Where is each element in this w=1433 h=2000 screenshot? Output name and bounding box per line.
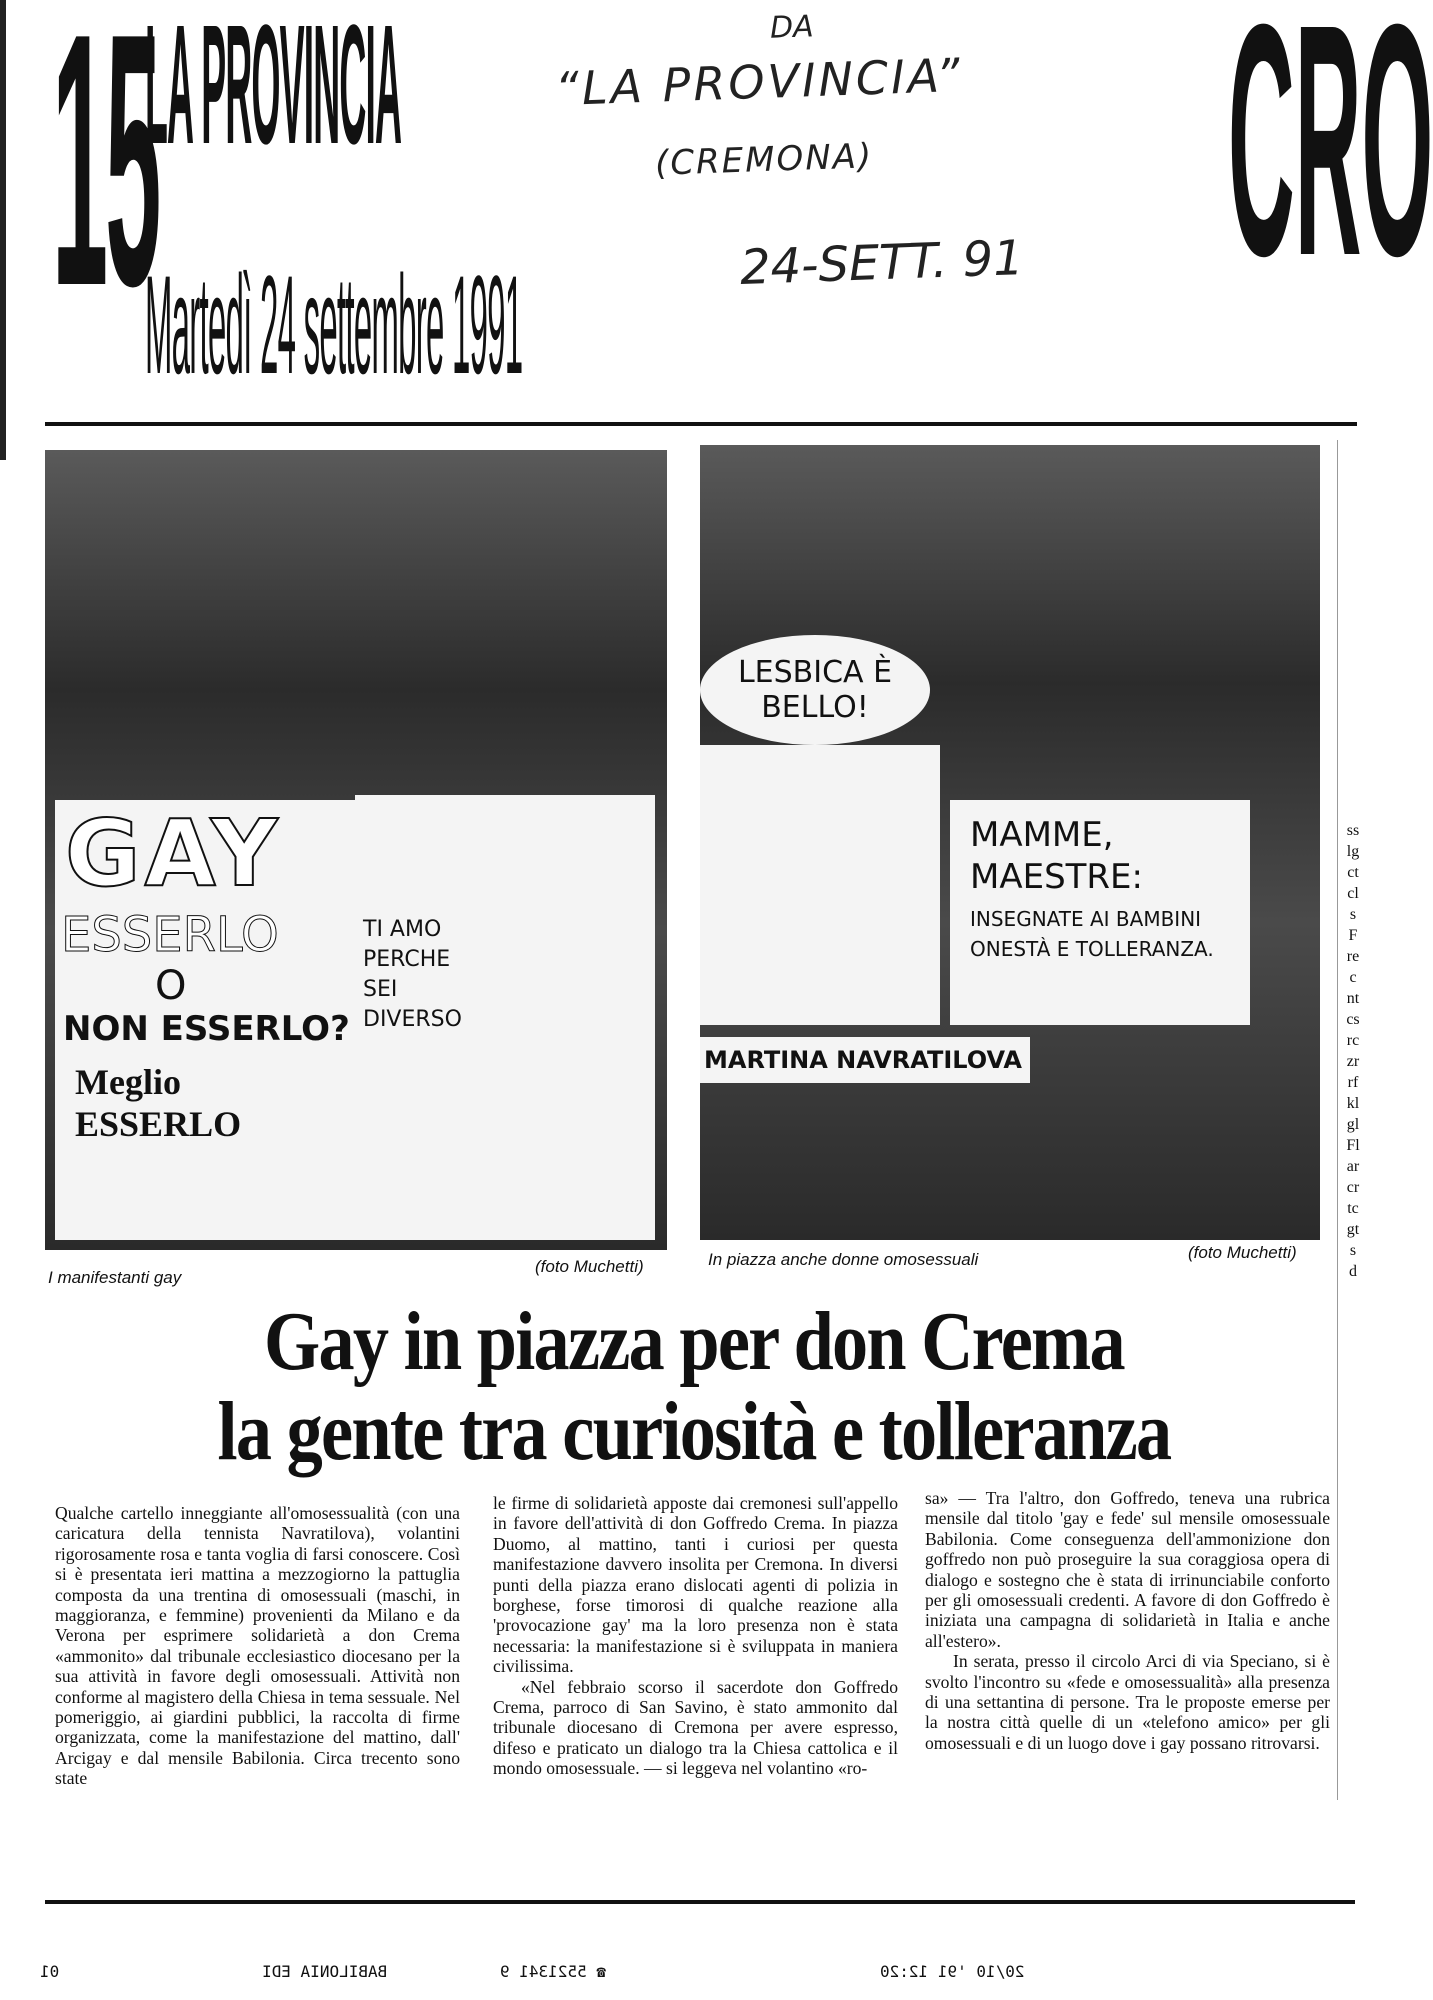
paragraph: le firme di solidarietà apposte dai cremonesi sull'appello in favore dell'attività di don Goffredo Crema. In piazza Duomo, al mattino, tanti i curiosi per questa manifestazione davvero insolita per Cremona. In diversi punti della piazza erano dislocati agenti di polizia in borghese, forse timorosi di qualche reazione alla 'provocazione gay' ma la loro presenza non è stata necessaria: la manifestazione si è sviluppata in maniera civilissima. <box>493 1493 898 1677</box>
sign-text: MARTINA NAVRATILOVA <box>700 1037 1030 1083</box>
page-number: 15 <box>52 0 159 361</box>
handwritten-line: 24-SETT. 91 <box>739 230 1025 296</box>
fax-number: ☎ 5521341 9 <box>500 1962 606 1981</box>
handwritten-line: DA <box>769 9 815 46</box>
article-column-1 <box>55 1503 460 1789</box>
sign-text: LESBICA È BELLO! <box>700 635 930 745</box>
photo-credit: (foto Muchetti) <box>535 1257 644 1276</box>
handwritten-line: (CREMONA) <box>654 136 874 184</box>
sign-gay <box>55 800 355 1240</box>
fax-sender: BABILONIA EDI <box>262 1962 388 1981</box>
sign-text: O <box>155 963 187 1009</box>
paragraph: «Nel febbraio scorso il sacerdote don Goffredo Crema, parroco di San Savino, è stato ammonito dal tribunale diocesano di Cremona per avere espresso, difeso e praticato un dialogo tra la Chiesa cattolica e il mondo omosessuale. — si leggeva nel volantino «ro- <box>493 1676 898 1779</box>
sign-ti-amo <box>355 795 655 1240</box>
sign-text: TI AMO PERCHE SEI DIVERSO <box>363 917 462 1032</box>
clipping-edge <box>1337 440 1338 1800</box>
dateline-text: Martedì 24 settembre 1991 <box>145 246 523 403</box>
photo-left <box>45 450 667 1250</box>
sign-text: NON ESSERLO? <box>63 1009 350 1049</box>
masthead <box>145 0 402 180</box>
scan-edge <box>0 0 6 460</box>
sign-text: INSEGNATE AI BAMBINI ONESTÀ E TOLLERANZA. <box>970 907 1214 961</box>
paragraph: Qualche cartello inneggiante all'omosessualità (con una caricatura della tennista Navratilova), volantini rigorosamente rosa e tanta voglia di farsi conoscere. Così si è presentata ieri mattina a mezzogiorno la pattuglia composta da una trentina di omosessuali (maschi, in maggioranza, e femmine) provenienti da Milano e da Verona per esprimere solidarietà a don Crema «ammonito» dal tribunale ecclesiastico diocesano per la sua attività in favore degli omosessuali. Attività non conforme al magistero della Chiesa in tema sessuale. Nel pomeriggio, ai giardini pubblici, la raccolta di firme organizzata, come la manifestazione del mattino, dall' Arcigay e dal mensile Babilonia. Circa trecento sono state <box>55 1503 460 1789</box>
sign-text: MAMME, MAESTRE: <box>970 815 1143 897</box>
navratilova-caricature <box>700 745 940 1025</box>
masthead-text: LA PROVINCIA <box>145 0 402 180</box>
article-column-3 <box>925 1488 1330 1753</box>
margin-fragments: sslgctclsFrecntcsrczrrfklglFlarcrtcgtsd <box>1346 822 1360 1280</box>
handwritten-line: “LA PROVINCIA” <box>554 47 964 117</box>
bottom-rule <box>45 1900 1355 1904</box>
sign-text: Meglio ESSERLO <box>75 1062 242 1144</box>
headline-text: Gay in piazza per don Crema <box>264 1295 1124 1388</box>
photo-right <box>700 445 1320 1240</box>
photo-caption: I manifestanti gay <box>48 1268 182 1287</box>
fax-page: 01 <box>40 1962 60 1981</box>
fax-datetime: 20/10 '91 12:20 <box>880 1962 1025 1981</box>
headline-line-1 <box>0 1295 1388 1388</box>
sign-mamme <box>950 800 1250 1025</box>
photo-caption: In piazza anche donne omosessuali <box>708 1250 979 1269</box>
section-fragment-text: CRO <box>1228 0 1433 324</box>
header-rule <box>45 422 1357 426</box>
article-column-2 <box>493 1493 898 1779</box>
photo-credit: (foto Muchetti) <box>1188 1243 1297 1262</box>
sign-text: GAY <box>65 800 282 907</box>
headline-text: la gente tra curiosità e tolleranza <box>217 1385 1171 1478</box>
headline-line-2 <box>0 1385 1388 1478</box>
dateline <box>145 246 523 403</box>
section-fragment <box>1228 0 1433 324</box>
paragraph: sa» — Tra l'altro, don Goffredo, teneva una rubrica mensile dal titolo 'gay e fede' sul mensile omosessuale Babilonia. Come conseguenza dell'ammonizione don goffredo non può proseguire la sua coraggiosa opera di dialogo e sostegno che è stata di irrinunciabile conforto per gli omosessuali credenti. A favore di don Goffredo è iniziata una campagna di solidarietà in Italia e anche all'estero». <box>925 1488 1330 1651</box>
paragraph: In serata, presso il circolo Arci di via Speciano, si è svolto l'incontro su «fede e omosessualità» alla presenza di una settantina di persone. Tra le proposte emerse per la nostra città quelle di un «telefono amico» per gli omosessuali e di un luogo dove i gay possano ritrovarsi. <box>925 1651 1330 1753</box>
sign-text: ESSERLO <box>61 907 279 963</box>
